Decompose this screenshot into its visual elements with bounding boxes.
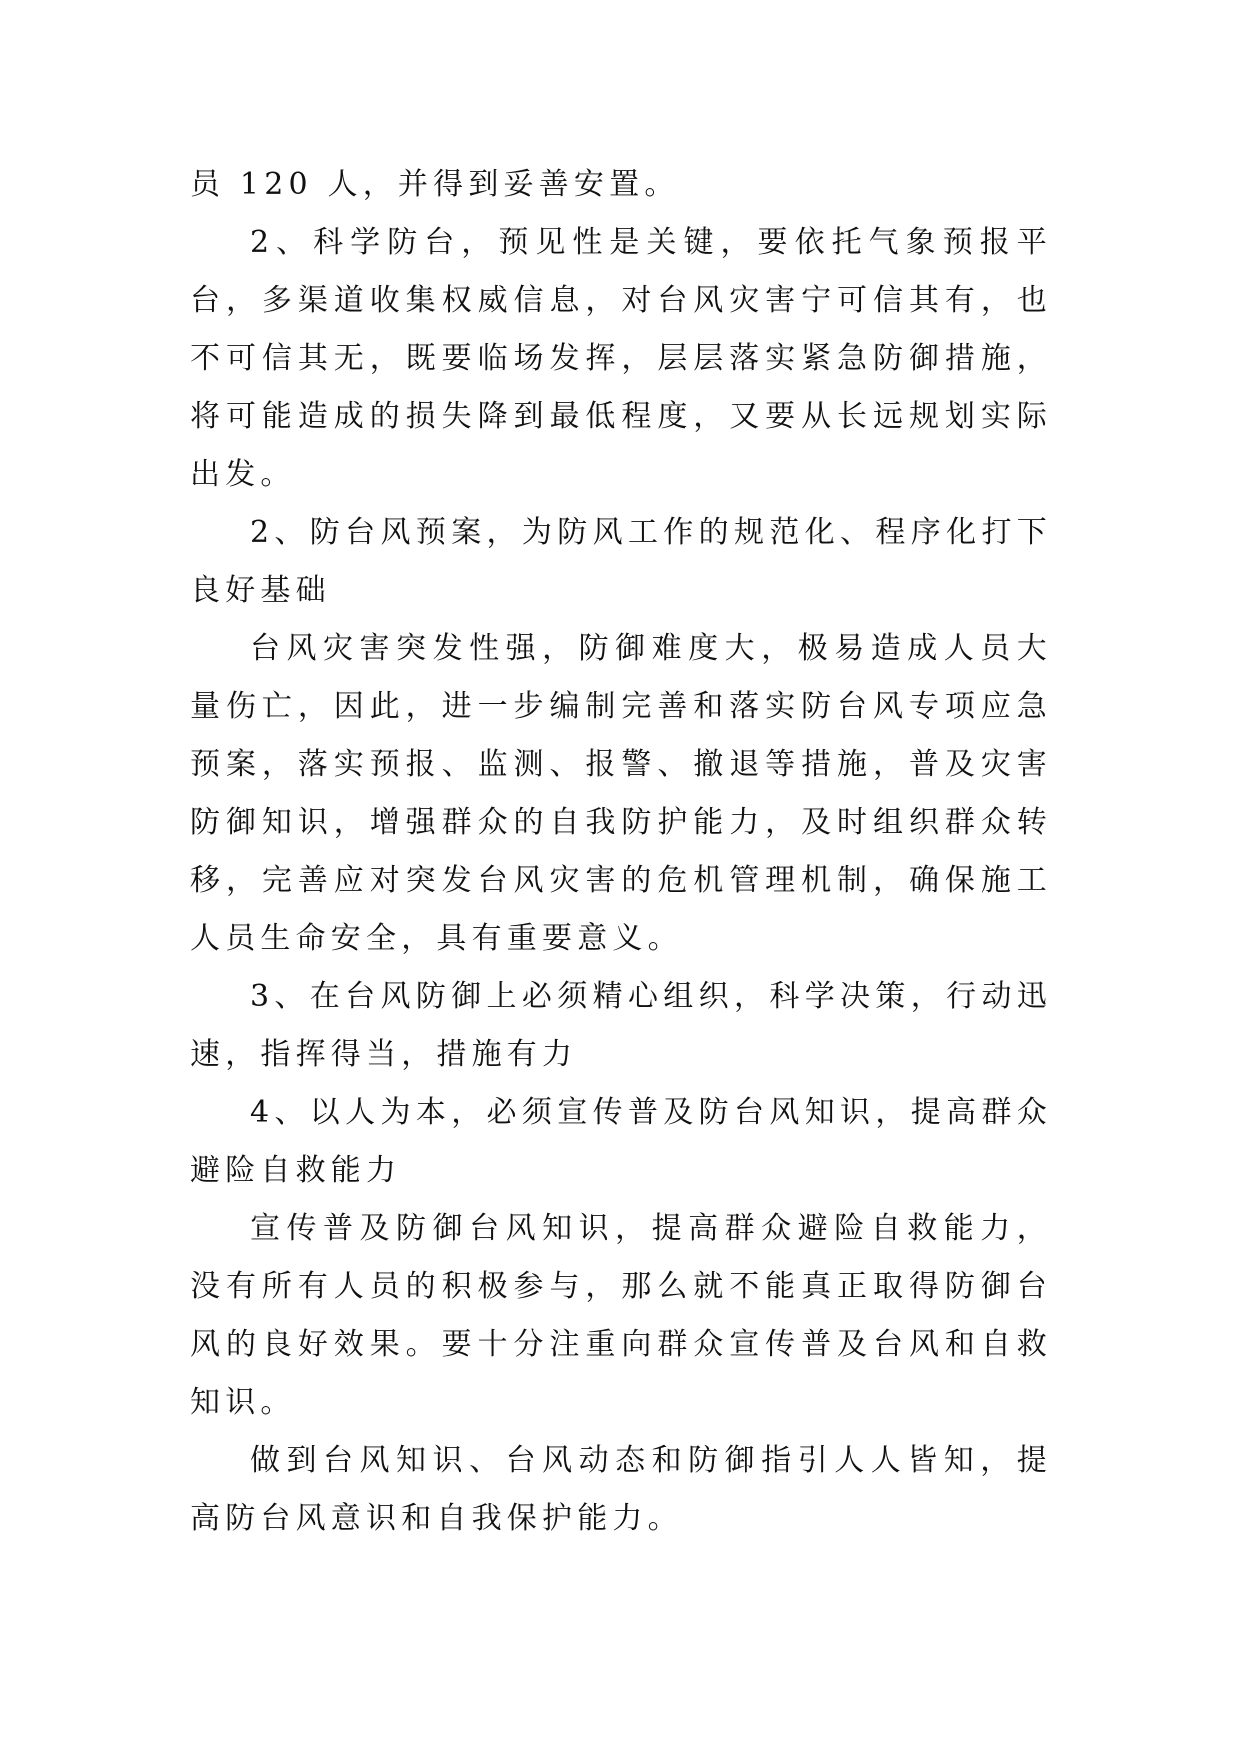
paragraph-awareness: 做到台风知识、台风动态和防御指引人人皆知，提高防台风意识和自我保护能力。 (190, 1443, 1052, 1536)
document-body (190, 156, 1052, 1548)
paragraph-people-oriented-body: 宣传普及防御台风知识，提高群众避险自救能力，没有所有人员的积极参与，那么就不能真正取得防御台风的良好效果。要十分注重向群众宣传普及台风和自救知识。 (190, 1211, 1052, 1420)
paragraph-typhoon-plan-body: 台风灾害突发性强，防御难度大，极易造成人员大量伤亡，因此，进一步编制完善和落实防台风专项应急预案，落实预报、监测、报警、撤退等措施，普及灾害防御知识，增强群众的自我防护能力，及时组织群众转移，完善应对突发台风灾害的危机管理机制，确保施工人员生命安全，具有重要意义。 (190, 631, 1052, 956)
paragraph-scientific-prevention: 2、科学防台，预见性是关键，要依托气象预报平台，多渠道收集权威信息，对台风灾害宁可信其有，也不可信其无，既要临场发挥，层层落实紧急防御措施，将可能造成的损失降到最低程度，又要从长远规划实际出发。 (190, 225, 1052, 492)
paragraph-people-oriented-heading: 4、以人为本，必须宣传普及防台风知识，提高群众避险自救能力 (190, 1095, 1052, 1188)
paragraph-organized-defense: 3、在台风防御上必须精心组织，科学决策，行动迅速，指挥得当，措施有力 (190, 979, 1052, 1072)
paragraph-continuation: 员 120 人，并得到妥善安置。 (190, 167, 680, 202)
paragraph-typhoon-plan-heading: 2、防台风预案，为防风工作的规范化、程序化打下良好基础 (190, 515, 1052, 608)
